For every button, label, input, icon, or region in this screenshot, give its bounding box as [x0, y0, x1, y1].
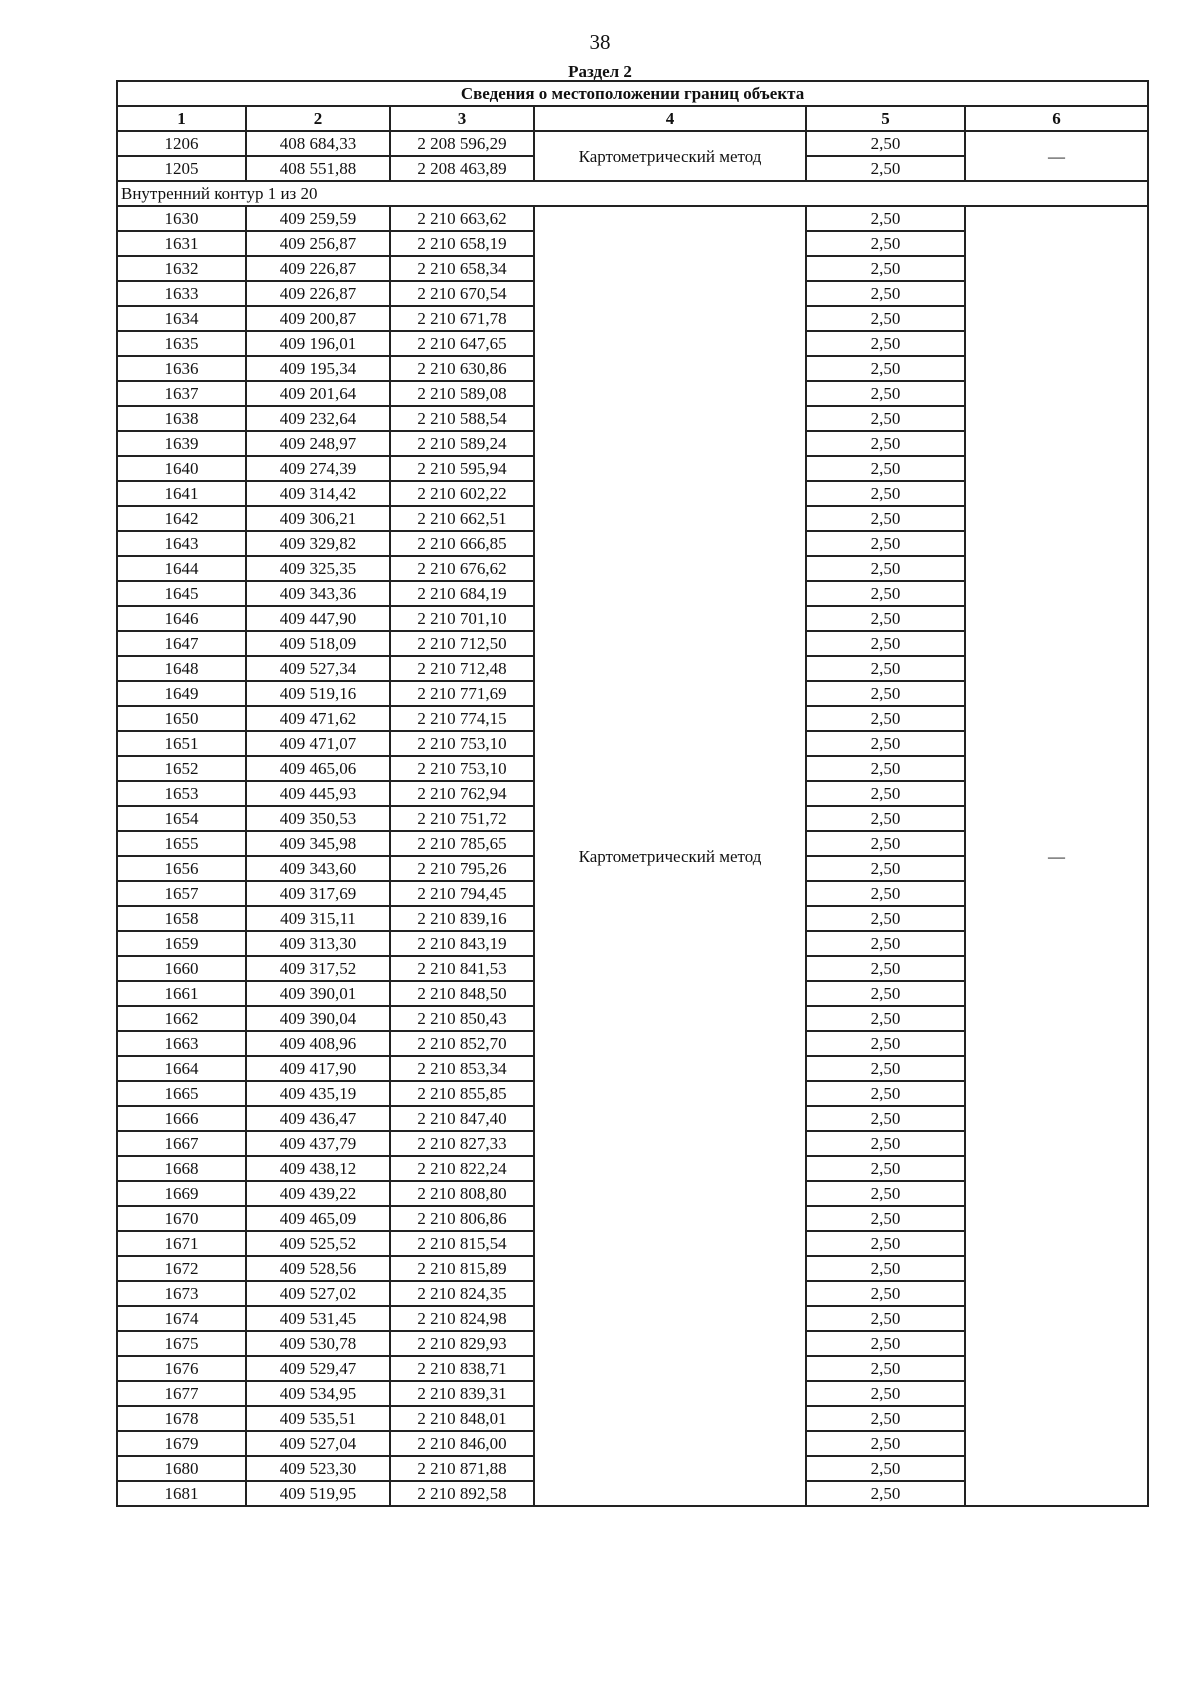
column-number-3: 3: [390, 106, 534, 131]
coordinate-y: 2 210 815,54: [390, 1231, 534, 1256]
coordinate-y: 2 210 753,10: [390, 731, 534, 756]
point-number: 1674: [117, 1306, 246, 1331]
coordinate-x: 409 439,22: [246, 1181, 390, 1206]
coordinate-x: 409 317,69: [246, 881, 390, 906]
accuracy-value: 2,50: [806, 1331, 965, 1356]
method-cell: Картометрический метод: [534, 206, 806, 1506]
point-number: 1636: [117, 356, 246, 381]
accuracy-value: 2,50: [806, 1206, 965, 1231]
coordinate-x: 409 259,59: [246, 206, 390, 231]
point-number: 1659: [117, 931, 246, 956]
coordinate-x: 409 390,04: [246, 1006, 390, 1031]
point-number: 1680: [117, 1456, 246, 1481]
coordinate-y: 2 210 712,48: [390, 656, 534, 681]
accuracy-value: 2,50: [806, 231, 965, 256]
accuracy-value: 2,50: [806, 756, 965, 781]
coordinate-y: 2 210 666,85: [390, 531, 534, 556]
accuracy-value: 2,50: [806, 1256, 965, 1281]
coordinate-x: 409 525,52: [246, 1231, 390, 1256]
point-number: 1667: [117, 1131, 246, 1156]
coordinate-y: 2 210 771,69: [390, 681, 534, 706]
point-number: 1649: [117, 681, 246, 706]
accuracy-value: 2,50: [806, 156, 965, 181]
accuracy-value: 2,50: [806, 1381, 965, 1406]
accuracy-value: 2,50: [806, 1031, 965, 1056]
coordinate-x: 409 518,09: [246, 631, 390, 656]
accuracy-value: 2,50: [806, 1231, 965, 1256]
coordinate-y: 2 210 712,50: [390, 631, 534, 656]
point-number: 1639: [117, 431, 246, 456]
coordinate-y: 2 210 676,62: [390, 556, 534, 581]
column-number-6: 6: [965, 106, 1148, 131]
accuracy-value: 2,50: [806, 881, 965, 906]
coordinate-x: 409 314,42: [246, 481, 390, 506]
point-number: 1655: [117, 831, 246, 856]
coordinate-y: 2 210 815,89: [390, 1256, 534, 1281]
coordinate-y: 2 210 701,10: [390, 606, 534, 631]
coordinate-y: 2 210 853,34: [390, 1056, 534, 1081]
point-number: 1681: [117, 1481, 246, 1506]
point-number: 1670: [117, 1206, 246, 1231]
coordinate-x: 409 306,21: [246, 506, 390, 531]
coordinate-x: 409 232,64: [246, 406, 390, 431]
coordinate-x: 409 527,04: [246, 1431, 390, 1456]
point-number: 1673: [117, 1281, 246, 1306]
coordinate-y: 2 210 827,33: [390, 1131, 534, 1156]
point-number: 1668: [117, 1156, 246, 1181]
description-cell: —: [965, 206, 1148, 1506]
accuracy-value: 2,50: [806, 806, 965, 831]
coordinate-x: 409 471,62: [246, 706, 390, 731]
point-number: 1679: [117, 1431, 246, 1456]
coordinate-y: 2 210 848,50: [390, 981, 534, 1006]
method-cell: Картометрический метод: [534, 131, 806, 181]
column-number-1: 1: [117, 106, 246, 131]
coordinate-x: 409 256,87: [246, 231, 390, 256]
table-title: Сведения о местоположении границ объекта: [117, 81, 1148, 106]
accuracy-value: 2,50: [806, 1481, 965, 1506]
coordinate-y: 2 208 596,29: [390, 131, 534, 156]
accuracy-value: 2,50: [806, 781, 965, 806]
accuracy-value: 2,50: [806, 306, 965, 331]
coordinate-y: 2 210 855,85: [390, 1081, 534, 1106]
coordinate-x: 409 530,78: [246, 1331, 390, 1356]
accuracy-value: 2,50: [806, 856, 965, 881]
coordinate-x: 409 465,06: [246, 756, 390, 781]
coordinate-x: 409 519,95: [246, 1481, 390, 1506]
boundary-table: [116, 80, 1149, 1507]
accuracy-value: 2,50: [806, 931, 965, 956]
contour-label: Внутренний контур 1 из 20: [117, 181, 1148, 206]
section-title: Раздел 2: [568, 62, 632, 81]
coordinate-x: 409 317,52: [246, 956, 390, 981]
coordinate-y: 2 210 589,08: [390, 381, 534, 406]
point-number: 1647: [117, 631, 246, 656]
point-number: 1651: [117, 731, 246, 756]
coordinate-x: 409 445,93: [246, 781, 390, 806]
accuracy-value: 2,50: [806, 1456, 965, 1481]
accuracy-value: 2,50: [806, 1056, 965, 1081]
coordinate-x: 409 408,96: [246, 1031, 390, 1056]
accuracy-value: 2,50: [806, 356, 965, 381]
point-number: 1648: [117, 656, 246, 681]
accuracy-value: 2,50: [806, 1181, 965, 1206]
accuracy-value: 2,50: [806, 831, 965, 856]
coordinate-y: 2 208 463,89: [390, 156, 534, 181]
coordinate-y: 2 210 871,88: [390, 1456, 534, 1481]
coordinate-x: 408 684,33: [246, 131, 390, 156]
coordinate-x: 409 527,34: [246, 656, 390, 681]
coordinate-y: 2 210 824,98: [390, 1306, 534, 1331]
accuracy-value: 2,50: [806, 956, 965, 981]
coordinate-x: 409 534,95: [246, 1381, 390, 1406]
accuracy-value: 2,50: [806, 206, 965, 231]
coordinate-x: 409 528,56: [246, 1256, 390, 1281]
accuracy-value: 2,50: [806, 681, 965, 706]
point-number: 1643: [117, 531, 246, 556]
accuracy-value: 2,50: [806, 256, 965, 281]
accuracy-value: 2,50: [806, 1306, 965, 1331]
coordinate-x: 409 313,30: [246, 931, 390, 956]
coordinate-x: 409 200,87: [246, 306, 390, 331]
point-number: 1645: [117, 581, 246, 606]
point-number: 1658: [117, 906, 246, 931]
page-number: 38: [589, 30, 611, 54]
coordinate-x: 409 447,90: [246, 606, 390, 631]
accuracy-value: 2,50: [806, 731, 965, 756]
coordinate-x: 409 435,19: [246, 1081, 390, 1106]
coordinate-x: 408 551,88: [246, 156, 390, 181]
accuracy-value: 2,50: [806, 1406, 965, 1431]
coordinate-x: 409 531,45: [246, 1306, 390, 1331]
point-number: 1634: [117, 306, 246, 331]
coordinate-y: 2 210 762,94: [390, 781, 534, 806]
coordinate-y: 2 210 795,26: [390, 856, 534, 881]
coordinate-x: 409 226,87: [246, 281, 390, 306]
coordinate-y: 2 210 671,78: [390, 306, 534, 331]
coordinate-y: 2 210 785,65: [390, 831, 534, 856]
point-number: 1635: [117, 331, 246, 356]
accuracy-value: 2,50: [806, 1131, 965, 1156]
coordinate-x: 409 315,11: [246, 906, 390, 931]
accuracy-value: 2,50: [806, 456, 965, 481]
point-number: 1663: [117, 1031, 246, 1056]
point-number: 1640: [117, 456, 246, 481]
accuracy-value: 2,50: [806, 1081, 965, 1106]
coordinate-y: 2 210 847,40: [390, 1106, 534, 1131]
accuracy-value: 2,50: [806, 656, 965, 681]
coordinate-y: 2 210 846,00: [390, 1431, 534, 1456]
accuracy-value: 2,50: [806, 1156, 965, 1181]
point-number: 1675: [117, 1331, 246, 1356]
accuracy-value: 2,50: [806, 381, 965, 406]
point-number: 1206: [117, 131, 246, 156]
accuracy-value: 2,50: [806, 431, 965, 456]
coordinate-y: 2 210 794,45: [390, 881, 534, 906]
coordinate-y: 2 210 589,24: [390, 431, 534, 456]
accuracy-value: 2,50: [806, 631, 965, 656]
coordinate-y: 2 210 838,71: [390, 1356, 534, 1381]
coordinate-x: 409 437,79: [246, 1131, 390, 1156]
point-number: 1661: [117, 981, 246, 1006]
point-number: 1678: [117, 1406, 246, 1431]
accuracy-value: 2,50: [806, 1106, 965, 1131]
point-number: 1632: [117, 256, 246, 281]
table-row: [117, 206, 1148, 231]
column-number-row: [117, 106, 1148, 131]
coordinate-y: 2 210 822,24: [390, 1156, 534, 1181]
point-number: 1654: [117, 806, 246, 831]
contour-row: [117, 181, 1148, 206]
point-number: 1656: [117, 856, 246, 881]
accuracy-value: 2,50: [806, 1356, 965, 1381]
coordinate-y: 2 210 843,19: [390, 931, 534, 956]
coordinate-x: 409 345,98: [246, 831, 390, 856]
point-number: 1630: [117, 206, 246, 231]
coordinate-x: 409 527,02: [246, 1281, 390, 1306]
point-number: 1631: [117, 231, 246, 256]
coordinate-y: 2 210 808,80: [390, 1181, 534, 1206]
point-number: 1633: [117, 281, 246, 306]
accuracy-value: 2,50: [806, 981, 965, 1006]
coordinate-y: 2 210 839,16: [390, 906, 534, 931]
coordinate-y: 2 210 663,62: [390, 206, 534, 231]
point-number: 1652: [117, 756, 246, 781]
point-number: 1646: [117, 606, 246, 631]
point-number: 1676: [117, 1356, 246, 1381]
coordinate-y: 2 210 848,01: [390, 1406, 534, 1431]
point-number: 1677: [117, 1381, 246, 1406]
accuracy-value: 2,50: [806, 406, 965, 431]
coordinate-x: 409 471,07: [246, 731, 390, 756]
coordinate-x: 409 329,82: [246, 531, 390, 556]
coordinate-y: 2 210 595,94: [390, 456, 534, 481]
point-number: 1644: [117, 556, 246, 581]
accuracy-value: 2,50: [806, 556, 965, 581]
coordinate-x: 409 438,12: [246, 1156, 390, 1181]
coordinate-x: 409 343,36: [246, 581, 390, 606]
coordinate-y: 2 210 753,10: [390, 756, 534, 781]
point-number: 1669: [117, 1181, 246, 1206]
coordinate-x: 409 519,16: [246, 681, 390, 706]
coordinate-y: 2 210 630,86: [390, 356, 534, 381]
point-number: 1205: [117, 156, 246, 181]
coordinate-y: 2 210 892,58: [390, 1481, 534, 1506]
accuracy-value: 2,50: [806, 281, 965, 306]
point-number: 1671: [117, 1231, 246, 1256]
accuracy-value: 2,50: [806, 531, 965, 556]
point-number: 1660: [117, 956, 246, 981]
coordinate-y: 2 210 774,15: [390, 706, 534, 731]
point-number: 1653: [117, 781, 246, 806]
point-number: 1666: [117, 1106, 246, 1131]
coordinate-x: 409 196,01: [246, 331, 390, 356]
coordinate-y: 2 210 751,72: [390, 806, 534, 831]
coordinate-x: 409 523,30: [246, 1456, 390, 1481]
coordinate-x: 409 417,90: [246, 1056, 390, 1081]
column-number-5: 5: [806, 106, 965, 131]
coordinate-x: 409 274,39: [246, 456, 390, 481]
coordinate-x: 409 325,35: [246, 556, 390, 581]
coordinate-x: 409 436,47: [246, 1106, 390, 1131]
column-number-4: 4: [534, 106, 806, 131]
accuracy-value: 2,50: [806, 1431, 965, 1456]
coordinate-y: 2 210 662,51: [390, 506, 534, 531]
accuracy-value: 2,50: [806, 906, 965, 931]
coordinate-x: 409 350,53: [246, 806, 390, 831]
coordinate-x: 409 195,34: [246, 356, 390, 381]
coordinate-x: 409 465,09: [246, 1206, 390, 1231]
accuracy-value: 2,50: [806, 1006, 965, 1031]
coordinate-y: 2 210 824,35: [390, 1281, 534, 1306]
point-number: 1664: [117, 1056, 246, 1081]
coordinate-y: 2 210 658,19: [390, 231, 534, 256]
coordinate-y: 2 210 829,93: [390, 1331, 534, 1356]
coordinate-y: 2 210 684,19: [390, 581, 534, 606]
point-number: 1662: [117, 1006, 246, 1031]
point-number: 1657: [117, 881, 246, 906]
coordinate-x: 409 226,87: [246, 256, 390, 281]
coordinate-y: 2 210 670,54: [390, 281, 534, 306]
point-number: 1672: [117, 1256, 246, 1281]
description-cell: —: [965, 131, 1148, 181]
boundary-table-body: [117, 81, 1148, 1506]
coordinate-y: 2 210 839,31: [390, 1381, 534, 1406]
accuracy-value: 2,50: [806, 606, 965, 631]
coordinate-x: 409 390,01: [246, 981, 390, 1006]
coordinate-y: 2 210 647,65: [390, 331, 534, 356]
table-title-row: [117, 81, 1148, 106]
column-number-2: 2: [246, 106, 390, 131]
accuracy-value: 2,50: [806, 706, 965, 731]
point-number: 1650: [117, 706, 246, 731]
accuracy-value: 2,50: [806, 331, 965, 356]
coordinate-x: 409 529,47: [246, 1356, 390, 1381]
point-number: 1638: [117, 406, 246, 431]
point-number: 1641: [117, 481, 246, 506]
coordinate-y: 2 210 658,34: [390, 256, 534, 281]
table-row: [117, 131, 1148, 156]
accuracy-value: 2,50: [806, 481, 965, 506]
accuracy-value: 2,50: [806, 581, 965, 606]
accuracy-value: 2,50: [806, 1281, 965, 1306]
point-number: 1637: [117, 381, 246, 406]
accuracy-value: 2,50: [806, 506, 965, 531]
coordinate-y: 2 210 588,54: [390, 406, 534, 431]
point-number: 1642: [117, 506, 246, 531]
point-number: 1665: [117, 1081, 246, 1106]
coordinate-y: 2 210 841,53: [390, 956, 534, 981]
coordinate-y: 2 210 852,70: [390, 1031, 534, 1056]
coordinate-x: 409 343,60: [246, 856, 390, 881]
coordinate-y: 2 210 806,86: [390, 1206, 534, 1231]
coordinate-x: 409 535,51: [246, 1406, 390, 1431]
coordinate-y: 2 210 602,22: [390, 481, 534, 506]
coordinate-y: 2 210 850,43: [390, 1006, 534, 1031]
accuracy-value: 2,50: [806, 131, 965, 156]
coordinate-x: 409 201,64: [246, 381, 390, 406]
coordinate-x: 409 248,97: [246, 431, 390, 456]
